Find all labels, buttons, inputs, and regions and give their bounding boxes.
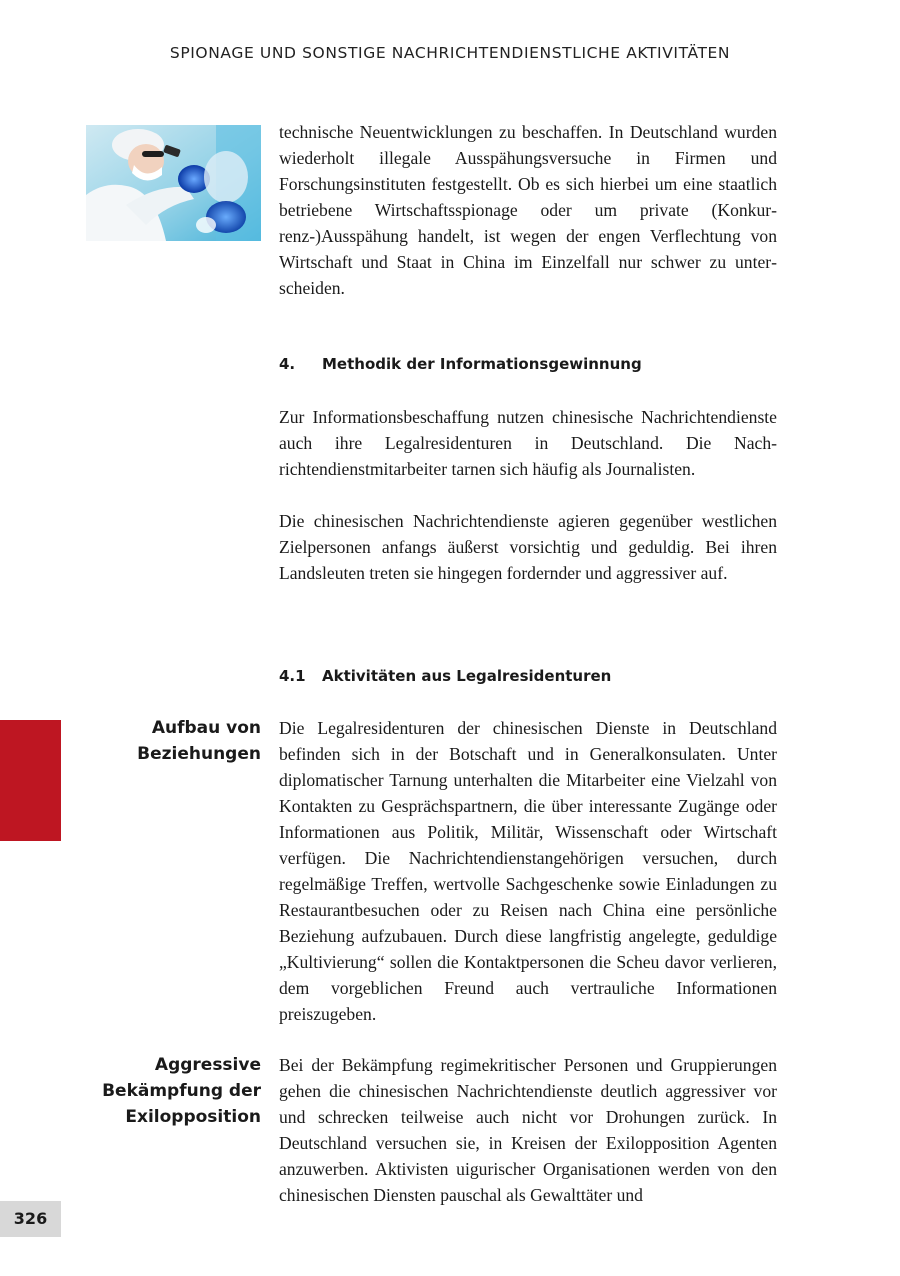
paragraph-exilopposition: Bei der Bekämpfung regimekritischer Personen und Gruppierungen gehen die chinesischen Nachrichtendienste deutlich aggressiver vor und schrecken teilweise auch nicht vor Drohungen zurück. In Deutschland versuchen sie, in Kreisen der Exilopposition Agenten anzuwerben. Aktivisten uigurischer Organisationen werden von den chinesischen Diensten pauschal als Gewalttäter und bbox=[279, 1055, 777, 1205]
section-number: 4. bbox=[279, 355, 296, 373]
margin-label-line: Beziehungen bbox=[137, 744, 261, 764]
margin-label-line: Aufbau von bbox=[151, 718, 261, 738]
section-heading-4 bbox=[279, 354, 777, 374]
subsection-title: Aktivitäten aus Legalresidenturen bbox=[322, 667, 612, 685]
margin-label-exilopposition bbox=[91, 1052, 261, 1130]
section-title: Methodik der Informationsgewinnung bbox=[322, 355, 642, 373]
paragraph-legalresidenturen-intro: Zur Informationsbeschaffung nutzen chinesische Nachrichtendienste auch ihre Legalresidenturen in Deutschland. Die Nachrichtendienstmitarbeiter tarnen sich häufig als Journalisten. bbox=[279, 407, 777, 479]
paragraph-vorgehen: Die chinesischen Nachrichtendienste agieren gegenüber westlichen Zielpersonen anfangs äußerst vorsichtig und geduldig. Bei ihren Landsleuten treten sie hingegen fordernder und aggressiver auf. bbox=[279, 511, 777, 583]
margin-label-line: Aggressive bbox=[154, 1055, 261, 1075]
margin-label-line: Exilopposition bbox=[125, 1107, 261, 1127]
running-header: SPIONAGE UND SONSTIGE NACHRICHTENDIENSTLICHE AKTIVITÄTEN bbox=[169, 44, 731, 62]
subsection-number: 4.1 bbox=[279, 667, 306, 685]
paragraph-wirtschaftsspionage: technische Neuentwicklungen zu beschaffen. In Deutschland wurden wiederholt illegale Ausspähungsversuche in Firmen und Forschungsinstituten festgestellt. Ob es sich hierbei um eine staatlich betriebene Wirtschaftsspionage oder um private (Konkurrenz-)Ausspähung handelt, ist wegen der engen Verflechtung von Wirtschaft und Staat in China im Einzelfall nur schwer zu unterscheiden. bbox=[279, 122, 777, 298]
margin-label-beziehungen bbox=[91, 715, 261, 767]
chapter-color-tab bbox=[0, 720, 61, 841]
section-heading-4-1 bbox=[279, 666, 777, 686]
paragraph-aufbau-beziehungen: Die Legalresidenturen der chinesischen Dienste in Deutschland befinden sich in der Botschaft und in Generalkonsulaten. Unter diplomatischer Tarnung unterhalten die Mitarbeiter eine Vielzahl von Kontakten zu Gesprächspartnern, die über interessante Zugänge oder Informationen aus Politik, Militär, Wissenschaft oder Wirtschaft verfügen. Die Nachrichtendienstangehörigen versuchen, durch regelmäßige Treffen, wertvolle Sachgeschenke sowie Einladungen zu Restaurantbesuchen oder zu Reisen nach China eine persönliche Beziehung aufzubauen. Durch diese langfristig angelegte, geduldige „Kultivierung“ sollen die Kontaktpersonen die Scheu davor verlieren, dem vorgeblichen Freund auch vertrauliche Informationen preiszugeben. bbox=[279, 718, 777, 1024]
page-number: 326 bbox=[0, 1201, 61, 1237]
margin-label-line: Bekämpfung der bbox=[102, 1081, 261, 1101]
lab-scientist-photo bbox=[86, 125, 261, 241]
